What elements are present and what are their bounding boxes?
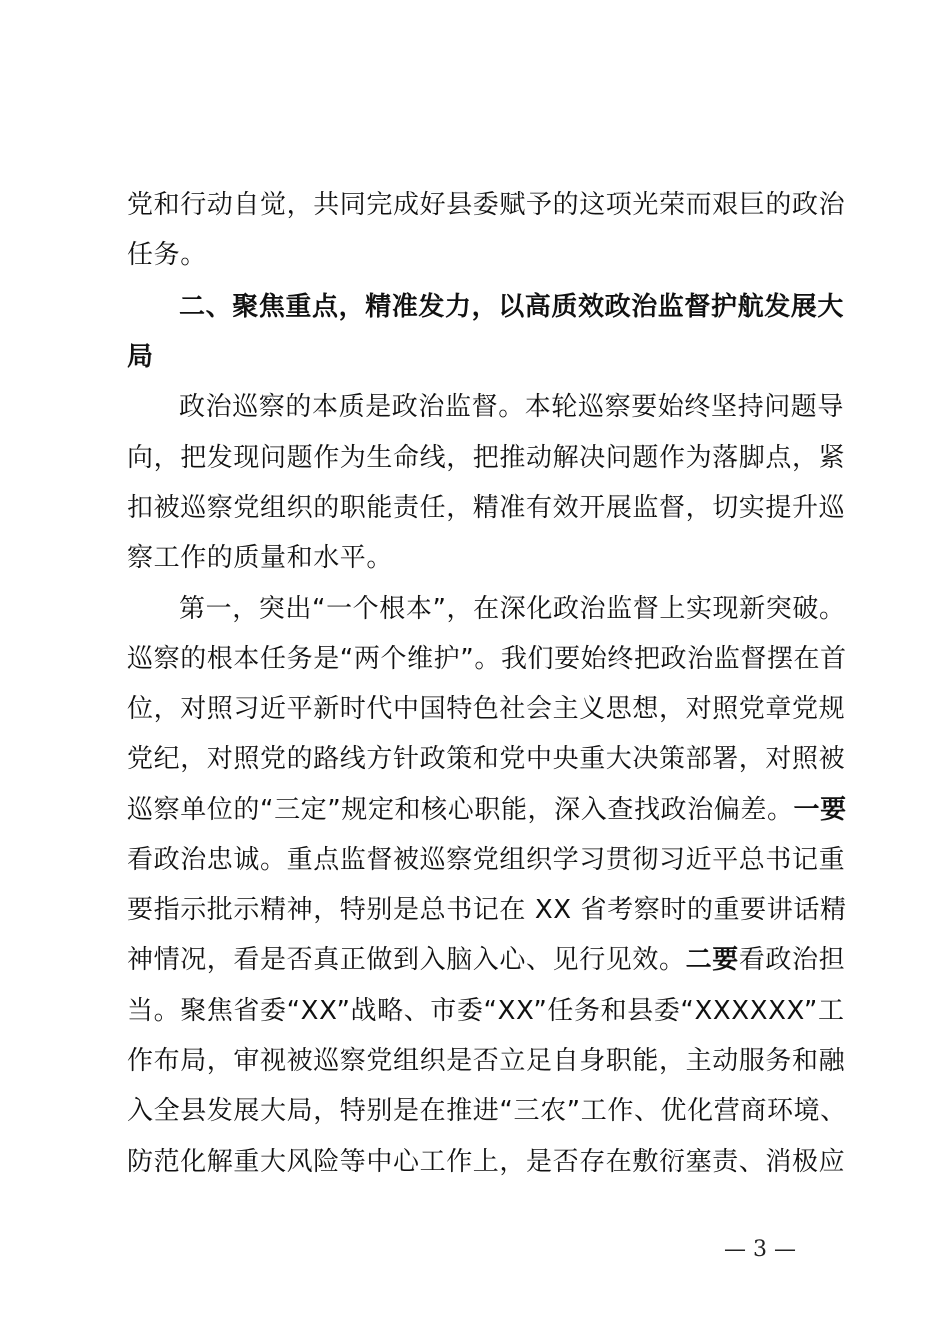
emphasis-text: 二要 [685,945,739,975]
paragraph-line: 当。聚焦省委“XX”战略、市委“XX”任务和县委“XXXXXX”工 [127,996,845,1026]
paragraph-line: 入全县发展大局，特别是在推进“三农”工作、优化营商环境、 [127,1096,847,1126]
paragraph-line [127,793,847,827]
paragraph-line: 防范化解重大风险等中心工作上，是否存在敷衍塞责、消极应 [127,1147,846,1177]
paragraph-line: 巡察的根本任务是“两个维护”。我们要始终把政治监督摆在首 [127,644,847,674]
paragraph-line: 第一，突出“一个根本”，在深化政治监督上实现新突破。 [179,594,846,624]
line-text: 巡察单位的“三定”规定和核心职能，深入查找政治偏差。 [127,795,794,825]
paragraph-line: 位，对照习近平新时代中国特色社会主义思想，对照党章党规 [127,694,846,724]
paragraph-line: 作布局，审视被巡察党组织是否立足自身职能，主动服务和融 [127,1046,846,1076]
page-number: — 3 — [724,1237,796,1262]
paragraph-line: 向，把发现问题作为生命线，把推动解决问题作为落脚点，紧 [127,443,846,473]
paragraph-line: 党和行动自觉，共同完成好县委赋予的这项光荣而艰巨的政治 [127,190,846,220]
line-text: 看政治担 [738,945,846,975]
section-heading-line: 二、聚焦重点，精准发力，以高质效政治监督护航发展大 [179,292,845,322]
paragraph-line: 政治巡察的本质是政治监督。本轮巡察要始终坚持问题导 [179,392,845,422]
line-text: 神情况，看是否真正做到入脑入心、见行见效。 [127,945,686,975]
paragraph-line: 扣被巡察党组织的职能责任，精准有效开展监督，切实提升巡 [127,493,846,523]
paragraph-line: 察工作的质量和水平。 [127,543,394,573]
paragraph-line: 党纪，对照党的路线方针政策和党中央重大决策部署，对照被 [127,744,846,774]
paragraph-line: 任务。 [127,240,207,270]
paragraph-line [127,943,846,977]
emphasis-text: 一要 [793,795,847,825]
section-heading-line: 局 [127,342,154,372]
paragraph-line: 看政治忠诚。重点监督被巡察党组织学习贯彻习近平总书记重 [127,845,846,875]
paragraph-line: 要指示批示精神，特别是总书记在 XX 省考察时的重要讲话精 [127,895,847,925]
